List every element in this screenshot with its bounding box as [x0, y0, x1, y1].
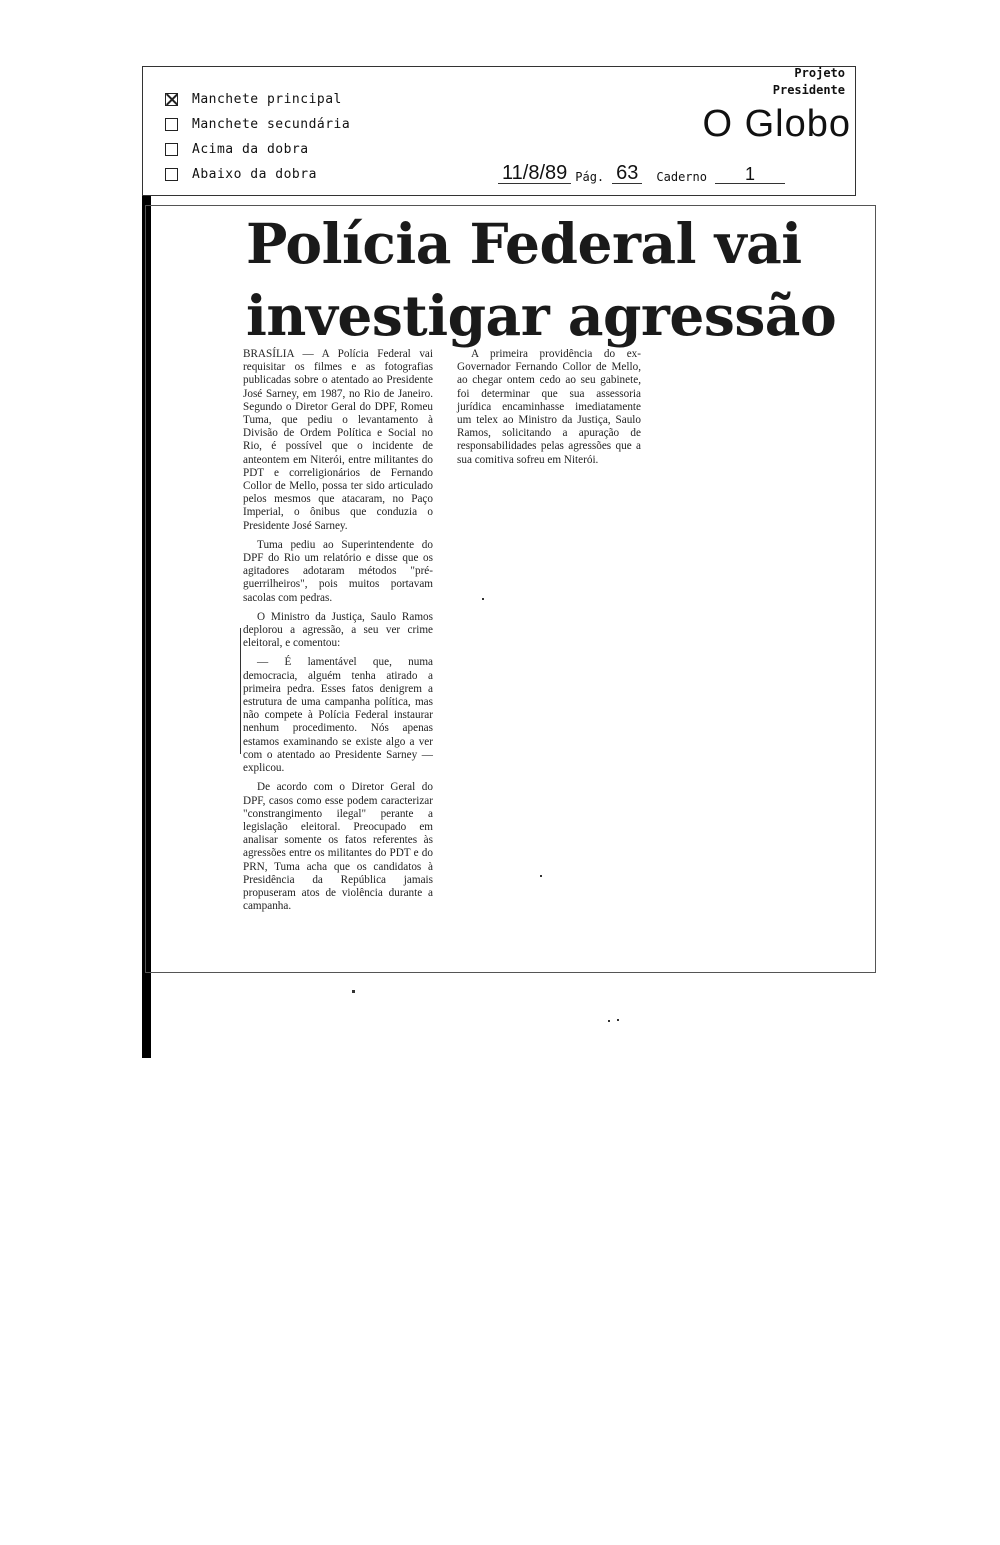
scan-speck: [482, 598, 484, 600]
checkbox-empty-icon: [165, 168, 178, 181]
article-column-2: [457, 348, 641, 473]
paragraph: — É lamentável que, numa democracia, alguém tenha atirado a primeira pedra. Esses fatos denigrem a estrutura de uma campanha política, mas não compete à Polícia Federal instaurar nenhum procedimento. Nós apenas estamos examinando se existe algo a ver com o atentado ao Presidente Sarney — explicou.: [243, 656, 433, 775]
checkbox-checked-icon: [165, 93, 178, 106]
paragraph: O Ministro da Justiça, Saulo Ramos deplorou a agressão, a seu ver crime eleitoral, e comentou:: [243, 610, 433, 650]
paragraph: Tuma pediu ao Superintendente do DPF do Rio um relatório e disse que os agitadores adotaram métodos "pré-guerrilheiros", pois muitos portavam sacolas com pedras.: [243, 538, 433, 604]
checklist-label: Acima da dobra: [192, 142, 309, 157]
headline: Polícia Federal vai investigar agressão: [246, 211, 837, 348]
checkbox-empty-icon: [165, 143, 178, 156]
placement-checklist: [165, 87, 350, 187]
checklist-item: [165, 137, 350, 162]
page-value: 63: [612, 163, 642, 184]
scan-speck: [352, 990, 355, 993]
newspaper-name: O Globo: [702, 103, 851, 145]
paragraph: BRASÍLIA — A Polícia Federal vai requisitar os filmes e as fotografias publicadas sobre o atentado ao Presidente José Sarney, em 1987, no Rio de Janeiro. Segundo o Diretor Geral do DPF, Romeu Tuma, que pediu o levantamento à Divisão de Ordem Política e Social no Rio, é possível que o incidente de anteontem em Niterói, entre militantes do PDT e correligionários de Fernando Collor de Mello, possa ter sido articulado pelos mesmos que atacaram, no Paço Imperial, o ônibus que conduzia o Presidente José Sarney.: [243, 348, 433, 532]
article-column-1: [243, 348, 433, 919]
scan-speck: [617, 1019, 619, 1021]
clipping-stamp: [142, 66, 856, 196]
project-label: [773, 65, 845, 99]
paragraph: De acordo com o Diretor Geral do DPF, casos como esse podem caracterizar "constrangimento ilegal" perante a legislação eleitoral. Preocupado em analisar somente os fatos referentes às agressões entre os militantes do PDT e do PRN, Tuma acha que os candidatos à Presidência da República jamais propuseram atos de violência durante a campanha.: [243, 781, 433, 913]
scan-speck: [540, 875, 542, 877]
project-line-2: Presidente: [772, 83, 845, 97]
margin-mark: [240, 628, 247, 754]
checkbox-empty-icon: [165, 118, 178, 131]
checklist-label: Manchete secundária: [192, 117, 351, 132]
checklist-item: [165, 112, 350, 137]
page-label: Pág.: [575, 170, 605, 184]
checklist-label: Manchete principal: [192, 92, 342, 107]
date-value: 11/8/89: [498, 163, 571, 184]
section-value: 1: [715, 165, 785, 184]
project-line-1: Projeto: [794, 66, 845, 80]
checklist-label: Abaixo da dobra: [192, 167, 317, 182]
scan-speck: [608, 1020, 610, 1022]
date-page-line: [498, 163, 785, 184]
checklist-item: [165, 162, 350, 187]
paragraph: A primeira providência do ex-Governador Fernando Collor de Mello, ao chegar ontem cedo ao seu gabinete, foi determinar que sua assessoria jurídica encaminhasse imediatamente um telex ao Ministro da Justiça, Saulo Ramos, solicitando a apuração de responsabilidades pelas agressões que a sua comitiva sofreu em Niterói.: [457, 348, 641, 466]
article-clipping: [145, 205, 876, 973]
section-label: Caderno: [656, 170, 707, 184]
checklist-item: [165, 87, 350, 112]
